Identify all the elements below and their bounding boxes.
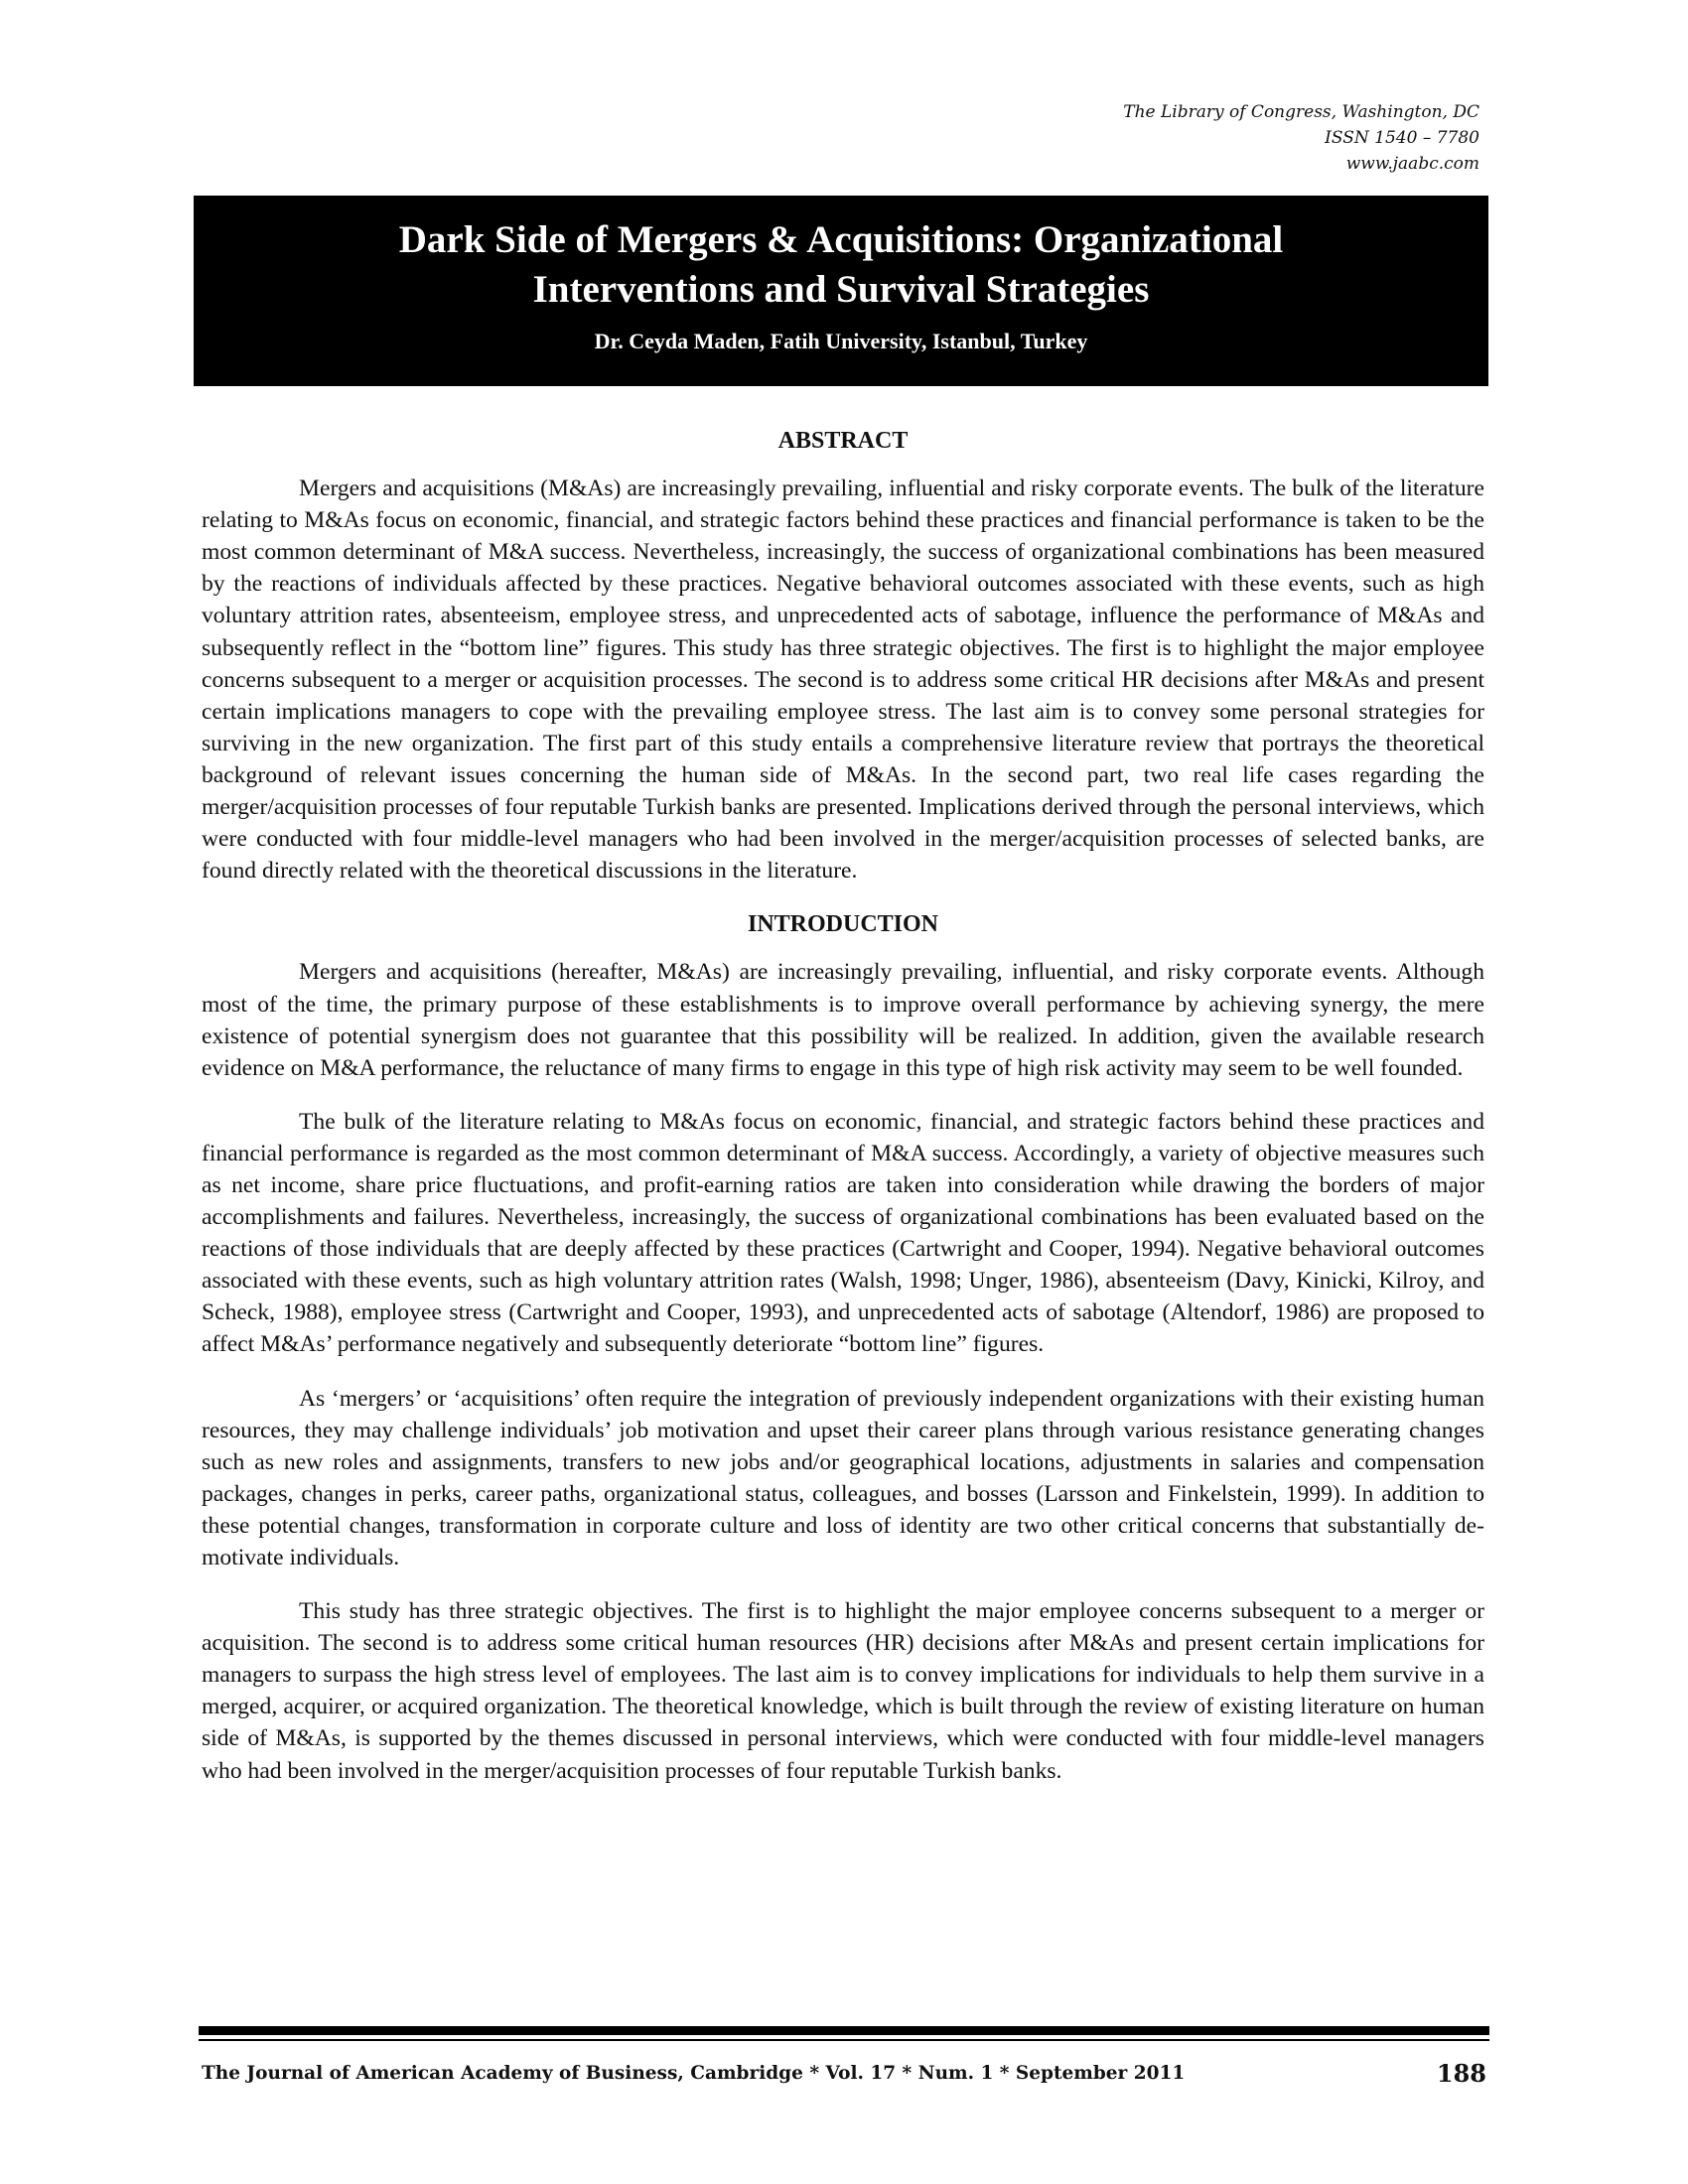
- abstract-heading: ABSTRACT: [777, 428, 909, 454]
- website: www.jaabc.com: [1345, 154, 1479, 174]
- introduction-paragraph: As ‘mergers’ or ‘acquisitions’ often require the integration of previously independent organizations with their existing human resources, they may challenge individuals’ job motivation and upset their career plans through various resistance generating changes such as new roles and assignments, transfers to new jobs and/or geographical locations, adjustments in salaries and compensation packages, changes in perks, career paths, organizational status, colleagues, and bosses (Larsson and Finkelstein, 1999). In addition to these potential changes, transformation in corporate culture and loss of identity are two other critical concerns that substantially de-motivate individuals.: [202, 1385, 1484, 1570]
- footer-rule-thin: [199, 2039, 1489, 2041]
- introduction-paragraph: This study has three strategic objectives. The first is to highlight the major employee concerns subsequent to a merger or acquisition. The second is to address some critical human resources (HR) decisions after M&As and present certain implications for managers to surpass the high stress level of employees. The last aim is to convey implications for individuals to help them survive in a merged, acquirer, or acquired organization. The theoretical knowledge, which is built through the review of existing literature on human side of M&As, is supported by the themes discussed in personal interviews, which were conducted with four middle-level managers who had been involved in the merger/acquisition processes of four reputable Turkish banks.: [202, 1598, 1484, 1784]
- author-line: Dr. Ceyda Maden, Fatih University, Istanbul, Turkey: [594, 329, 1088, 353]
- issn: ISSN 1540 – 7780: [1325, 128, 1479, 148]
- title-banner: [194, 196, 1488, 386]
- introduction-paragraph: Mergers and acquisitions (hereafter, M&As) are increasingly prevailing, influential, and risky corporate events. Although most of the time, the primary purpose of these establishments is to improve overall performance by achieving synergy, the mere existence of potential synergism does not guarantee that this possibility will be realized. In addition, given the available research evidence on M&A performance, the reluctance of many firms to engage in this type of high risk activity may seem to be well founded.: [202, 959, 1484, 1081]
- paper-title: Dark Side of Mergers & Acquisitions: Organizational Interventions and Survival Strategies: [398, 218, 1284, 311]
- page-number: 188: [1436, 2059, 1486, 2088]
- publication-info: [1123, 99, 1479, 177]
- introduction-heading: INTRODUCTION: [747, 911, 939, 938]
- publisher-line: The Library of Congress, Washington, DC: [1123, 102, 1479, 122]
- journal-citation: The Journal of American Academy of Business, Cambridge * Vol. 17 * Num. 1 * September 2011: [202, 2063, 1186, 2084]
- paper-body: [202, 425, 1484, 1787]
- introduction-paragraph: The bulk of the literature relating to M&As focus on economic, financial, and strategic factors behind these practices and financial performance is regarded as the most common determinant of M&A success. Accordingly, a variety of objective measures such as net income, share price fluctuations, and profit-earning ratios are taken into consideration while drawing the borders of major accomplishments and failures. Nevertheless, increasingly, the success of organizational combinations has been evaluated based on the reactions of those individuals that are deeply affected by these practices (Cartwright and Cooper, 1994). Negative behavioral outcomes associated with these events, such as high voluntary attrition rates (Walsh, 1998; Unger, 1986), absenteeism (Davy, Kinicki, Kilroy, and Scheck, 1988), employee stress (Cartwright and Cooper, 1993), and unprecedented acts of sabotage (Altendorf, 1986) are proposed to affect M&As’ performance negatively and subsequently deteriorate “bottom line” figures.: [202, 1108, 1484, 1358]
- footer-rule-thick: [199, 2026, 1489, 2035]
- abstract-text: Mergers and acquisitions (M&As) are increasingly prevailing, influential and risky corporate events. The bulk of the literature relating to M&As focus on economic, financial, and strategic factors behind these practices and financial performance is taken to be the most common determinant of M&A success. Nevertheless, increasingly, the success of organizational combinations has been measured by the reactions of individuals affected by these practices. Negative behavioral outcomes associated with these events, such as high voluntary attrition rates, absenteeism, employee stress, and unprecedented acts of sabotage, influence the performance of M&As and subsequently reflect in the “bottom line” figures. This study has three strategic objectives. The first is to highlight the major employee concerns subsequent to a merger or acquisition processes. The second is to address some critical HR decisions after M&As and present certain implications managers to cope with the prevailing employee stress. The last aim is to convey some personal strategies for surviving in the new organization. The first part of this study entails a comprehensive literature review that portrays the theoretical background of relevant issues concerning the human side of M&As. In the second part, two real life cases regarding the merger/acquisition processes of four reputable Turkish banks are presented. Implications derived through the personal interviews, which were conducted with four middle-level managers who had been involved in the merger/acquisition processes of selected banks, are found directly related with the theoretical discussions in the literature.: [202, 476, 1484, 885]
